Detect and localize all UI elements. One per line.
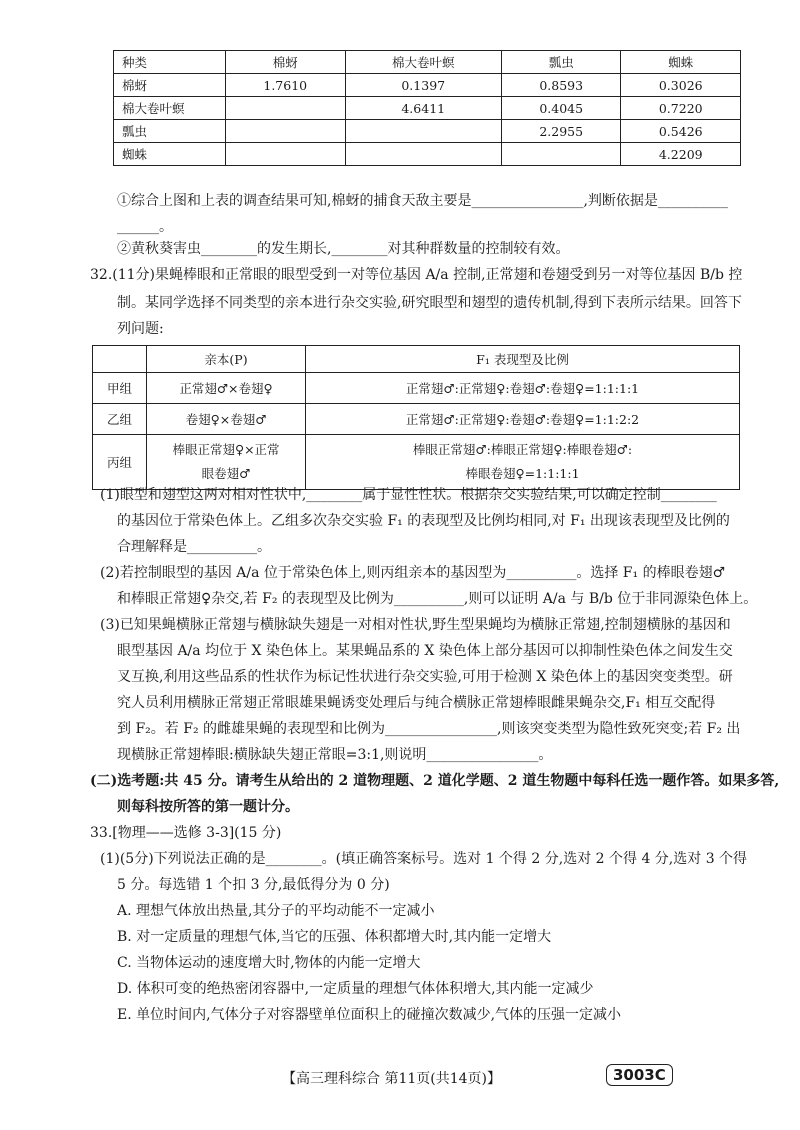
paper-code-badge: 3003C xyxy=(606,1064,673,1086)
table-row xyxy=(114,143,741,166)
table-cell xyxy=(226,120,346,143)
table-cell xyxy=(345,143,501,166)
table-cell: 瓢虫 xyxy=(114,120,226,143)
q32-p3: 到 F₂。若 F₂ 的雌雄果蝇的表现型和比例为________________,则该突变类型为隐性致死突变;若 F₂ 出 xyxy=(117,721,741,737)
table-row xyxy=(114,120,741,143)
table-header-cell: 蜘蛛 xyxy=(621,51,741,74)
table-row xyxy=(93,373,740,404)
table-header-cell: F₁ 表现型及比例 xyxy=(306,346,740,373)
table-cell: 0.1397 xyxy=(345,74,501,97)
option-a: A. 理想气体放出热量,其分子的平均动能不一定减小 xyxy=(117,903,435,919)
table-cell: 4.2209 xyxy=(621,143,741,166)
table-cell: 蜘蛛 xyxy=(114,143,226,166)
table-header-cell: 棉蚜 xyxy=(226,51,346,74)
table-cell: 棉蚜 xyxy=(114,74,226,97)
table-header-row xyxy=(114,51,741,74)
section-heading: (二)选考题:共 45 分。请考生从给出的 2 道物理题、2 道化学题、2 道生物题中每科任选一题作答。如果多答, xyxy=(90,773,780,789)
q33-title: 33.[物理——选修 3-3](15 分) xyxy=(90,825,282,841)
table-cell: 1.7610 xyxy=(226,74,346,97)
option-b: B. 对一定质量的理想气体,当它的压强、体积都增大时,其内能一定增大 xyxy=(117,929,552,945)
table-row xyxy=(93,404,740,435)
parent-line: 棒眼正常翅♀×正常 xyxy=(172,442,280,457)
q32-p3: 眼型基因 A/a 均位于 X 染色体上。某果蝇品系的 X 染色体上部分基因可以抑制性染色体之间发生交 xyxy=(117,643,733,659)
f1-line: 棒眼正常翅♂:棒眼正常翅♀:棒眼卷翅♂: xyxy=(412,442,633,457)
page-footer: 【高三理科综合 第11页(共14页)】 xyxy=(282,1071,502,1087)
q32-p2: (2)若控制眼型的基因 A/a 位于常染色体上,则丙组亲本的基因型为__________。选择 F₁ 的棒眼卷翅♂ xyxy=(100,565,726,581)
table-header-cell: 瓢虫 xyxy=(501,51,621,74)
q32-p3: (3)已知果蝇横脉正常翅与横脉缺失翅是一对相对性状,野生型果蝇均为横脉正常翅,控制翅横脉的基因和 xyxy=(100,617,731,633)
table-cell xyxy=(226,143,346,166)
table-header-cell: 种类 xyxy=(114,51,226,74)
q33-question: (1)(5分)下列说法正确的是________。(填正确答案标号。选对 1 个得 2 分,选对 2 个得 4 分,选对 3 个得 xyxy=(100,851,748,867)
table-cell: 2.2955 xyxy=(501,120,621,143)
table-cell: 棉大卷叶螟 xyxy=(114,97,226,120)
table-cell: 卷翅♀×卷翅♂ xyxy=(147,404,306,435)
q32-intro: 制。某同学选择不同类型的亲本进行杂交实验,研究眼型和翅型的遗传机制,得到下表所示结果。回答下 xyxy=(117,295,742,311)
section-heading: 则每科按所答的第一题计分。 xyxy=(117,799,299,815)
option-e: E. 单位时间内,气体分子对容器壁单位面积上的碰撞次数减少,气体的压强一定减小 xyxy=(117,1007,622,1023)
table-cell xyxy=(345,120,501,143)
q32-p3: 究人员利用横脉正常翅正常眼雄果蝇诱变处理后与纯合横脉正常翅棒眼雌果蝇杂交,F₁ 相互交配得 xyxy=(117,695,716,711)
parent-line: 眼卷翅♂ xyxy=(201,466,251,481)
q32-p1: 合理解释是__________。 xyxy=(117,539,271,555)
table-header-row xyxy=(93,346,740,373)
table-row xyxy=(114,74,741,97)
table-cell xyxy=(501,143,621,166)
table-header-cell: 亲本(P) xyxy=(147,346,306,373)
table-cell: 0.5426 xyxy=(621,120,741,143)
q31-line: ______。 xyxy=(117,219,173,235)
table-cell: 4.6411 xyxy=(345,97,501,120)
table-cell: 0.7220 xyxy=(621,97,741,120)
q32-p2: 和棒眼正常翅♀杂交,若 F₂ 的表现型及比例为__________,则可以证明 A/a 与 B/b 位于非同源染色体上。 xyxy=(117,591,758,607)
table-cell: 乙组 xyxy=(93,404,147,435)
table-cell: 0.8593 xyxy=(501,74,621,97)
table-cell: 正常翅♂×卷翅♀ xyxy=(147,373,306,404)
q32-intro: 列问题: xyxy=(117,321,164,337)
q32-p3: 现横脉正常翅棒眼:横脉缺失翅正常眼=3:1,则说明________________。 xyxy=(117,747,553,763)
option-c: C. 当物体运动的速度增大时,物体的内能一定增大 xyxy=(117,955,421,971)
f1-line: 棒眼卷翅♀=1:1:1:1 xyxy=(465,466,580,481)
q32-p1: (1)眼型和翅型这两对相对性状中,________属于显性性状。根据杂交实验结果,可以确定控制________ xyxy=(100,487,717,503)
table-header-cell: 棉大卷叶螟 xyxy=(345,51,501,74)
table-cell: 0.4045 xyxy=(501,97,621,120)
table-cell: 0.3026 xyxy=(621,74,741,97)
table-cell: 正常翅♂:正常翅♀:卷翅♂:卷翅♀=1:1:2:2 xyxy=(306,404,740,435)
q32-p1: 的基因位于常染色体上。乙组多次杂交实验 F₁ 的表现型及比例均相同,对 F₁ 出现该表现型及比例的 xyxy=(117,513,730,529)
q32-p3: 叉互换,利用这些品系的性状作为标记性状进行杂交实验,可用于检测 X 染色体上的基因突变类型。研 xyxy=(117,669,733,685)
option-d: D. 体积可变的绝热密闭容器中,一定质量的理想气体体积增大,其内能一定减少 xyxy=(117,981,594,997)
q32-intro: 32.(11分)果蝇棒眼和正常眼的眼型受到一对等位基因 A/a 控制,正常翅和卷翅受到另一对等位基因 B/b 控 xyxy=(90,267,743,283)
table-row xyxy=(114,97,741,120)
q31-line: ①综合上图和上表的调查结果可知,棉蚜的捕食天敌主要是________________,判断依据是__________ xyxy=(117,193,728,209)
table-cell xyxy=(226,97,346,120)
table-header-cell xyxy=(93,346,147,373)
table-cell: 正常翅♂:正常翅♀:卷翅♂:卷翅♀=1:1:1:1 xyxy=(306,373,740,404)
q33-question: 5 分。每选错 1 个扣 3 分,最低得分为 0 分) xyxy=(117,877,390,893)
predator-table xyxy=(113,50,741,166)
cross-table xyxy=(92,345,740,490)
q31-line: ②黄秋葵害虫________的发生期长,________对其种群数量的控制较有效。 xyxy=(117,241,570,257)
table-cell: 丙组 xyxy=(93,435,147,490)
table-cell: 甲组 xyxy=(93,373,147,404)
